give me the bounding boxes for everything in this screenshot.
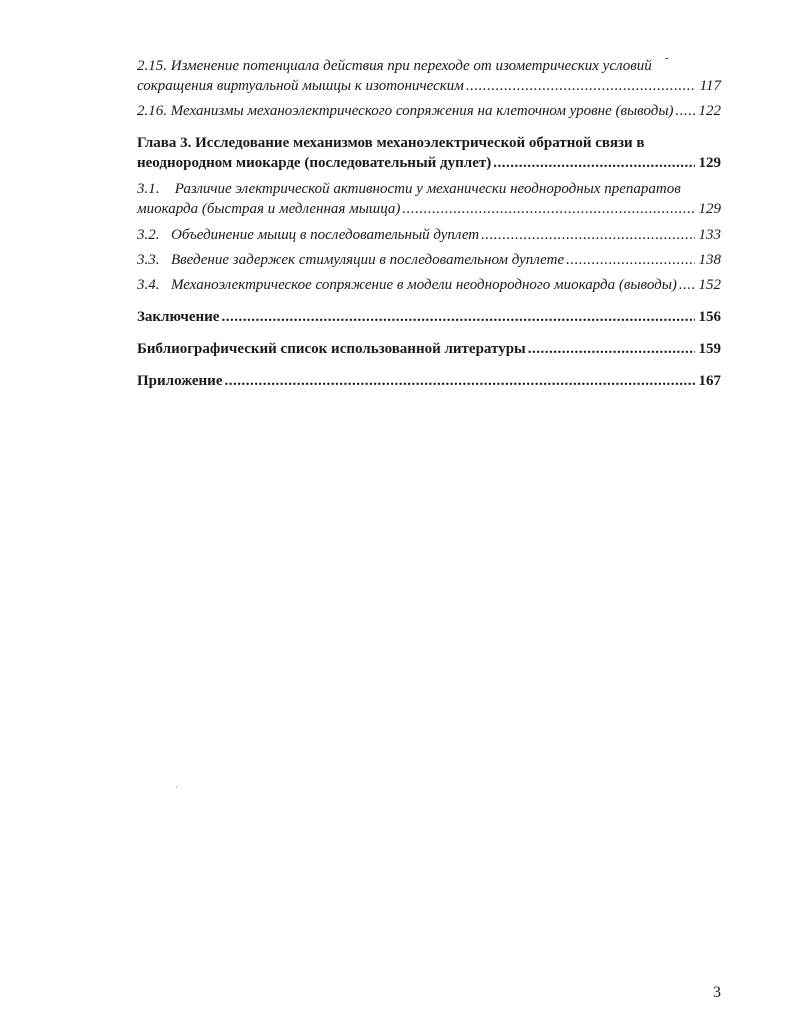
toc-bibliography <box>137 339 721 359</box>
toc-entry-title: Различие электрической активности у механически неоднородных препаратов <box>174 181 681 197</box>
toc-entry-title-line <box>137 179 721 199</box>
toc-entry-title: Приложение <box>137 373 223 389</box>
dot-leader <box>466 76 696 96</box>
toc-entry-leader-line <box>137 153 721 173</box>
toc-conclusion <box>137 307 721 327</box>
toc-entry-leader-line <box>137 101 721 121</box>
page-number: 3 <box>713 984 721 1001</box>
toc-entry-page: 133 <box>698 227 721 243</box>
toc-entry-leader-line <box>137 76 721 96</box>
toc-entry-title-cont: сокращения виртуальной мышцы к изотоническим <box>137 78 464 94</box>
dot-leader <box>679 275 695 295</box>
toc-entry-page: 117 <box>699 78 721 94</box>
toc-entry-leader-line <box>137 250 721 270</box>
toc-entry-page: 159 <box>698 341 721 357</box>
toc-entry-title: Изменение потенциала действия при переходе от изометрических условий <box>170 58 652 74</box>
dot-leader <box>566 250 694 270</box>
toc-entry-title: Глава 3. Исследование механизмов механоэлектрической обратной связи в <box>137 135 645 151</box>
dot-leader <box>221 307 694 327</box>
toc-entry-page: 138 <box>698 252 721 268</box>
toc-entry-title: Механоэлектрическое сопряжение в модели неоднородного миокарда (выводы) <box>171 277 677 293</box>
toc-entry-leader-line <box>137 307 721 327</box>
toc-entry-title-cont: неоднородном миокарде (последовательный дуплет) <box>137 155 492 171</box>
toc-entry-number: 3.3. <box>137 252 160 268</box>
dot-leader <box>528 339 695 359</box>
toc-entry-3-2 <box>137 225 721 245</box>
toc-entry-title: Заключение <box>137 309 220 325</box>
dot-leader <box>676 101 695 121</box>
dot-leader <box>493 153 694 173</box>
toc-entry-title: Механизмы механоэлектрического сопряжения на клеточном уровне (выводы) <box>170 103 674 119</box>
toc-entry-leader-line <box>137 275 721 295</box>
dot-leader <box>402 199 694 219</box>
toc-chapter-3 <box>137 133 721 173</box>
scan-artifact-dot <box>176 787 177 788</box>
dot-leader <box>481 225 694 245</box>
toc-entry-page: 129 <box>698 201 721 217</box>
toc-entry-leader-line <box>137 339 721 359</box>
toc-entry-title: Библиографический список использованной литературы <box>137 341 526 357</box>
toc-entry-2-16 <box>137 101 721 121</box>
toc-entry-page: 152 <box>698 277 721 293</box>
toc-entry-number: 3.1. <box>137 181 160 197</box>
toc-entry-3-1 <box>137 179 721 219</box>
toc-entry-page: 122 <box>698 103 721 119</box>
toc-entry-leader-line <box>137 371 721 391</box>
toc-entry-leader-line <box>137 199 721 219</box>
dot-leader <box>224 371 694 391</box>
toc-entry-page: 167 <box>698 373 721 389</box>
toc-entry-page: 156 <box>698 309 721 325</box>
table-of-contents <box>137 50 721 391</box>
toc-entry-title: Введение задержек стимуляции в последовательном дуплете <box>171 252 565 268</box>
toc-entry-3-4 <box>137 275 721 295</box>
toc-appendix <box>137 371 721 391</box>
toc-entry-2-15 <box>137 56 721 96</box>
scan-artifact-mark <box>665 58 668 59</box>
toc-entry-number: 3.4. <box>137 277 160 293</box>
toc-entry-title-cont: миокарда (быстрая и медленная мышца) <box>137 201 401 217</box>
toc-entry-number: 2.16. <box>137 103 167 119</box>
toc-entry-title-line <box>137 56 721 76</box>
toc-entry-number: 3.2. <box>137 227 160 243</box>
toc-entry-leader-line <box>137 225 721 245</box>
toc-entry-3-3 <box>137 250 721 270</box>
toc-entry-page: 129 <box>698 155 721 171</box>
toc-entry-number: 2.15. <box>137 58 167 74</box>
toc-entry-title: Объединение мышц в последовательный дуплет <box>171 227 480 243</box>
